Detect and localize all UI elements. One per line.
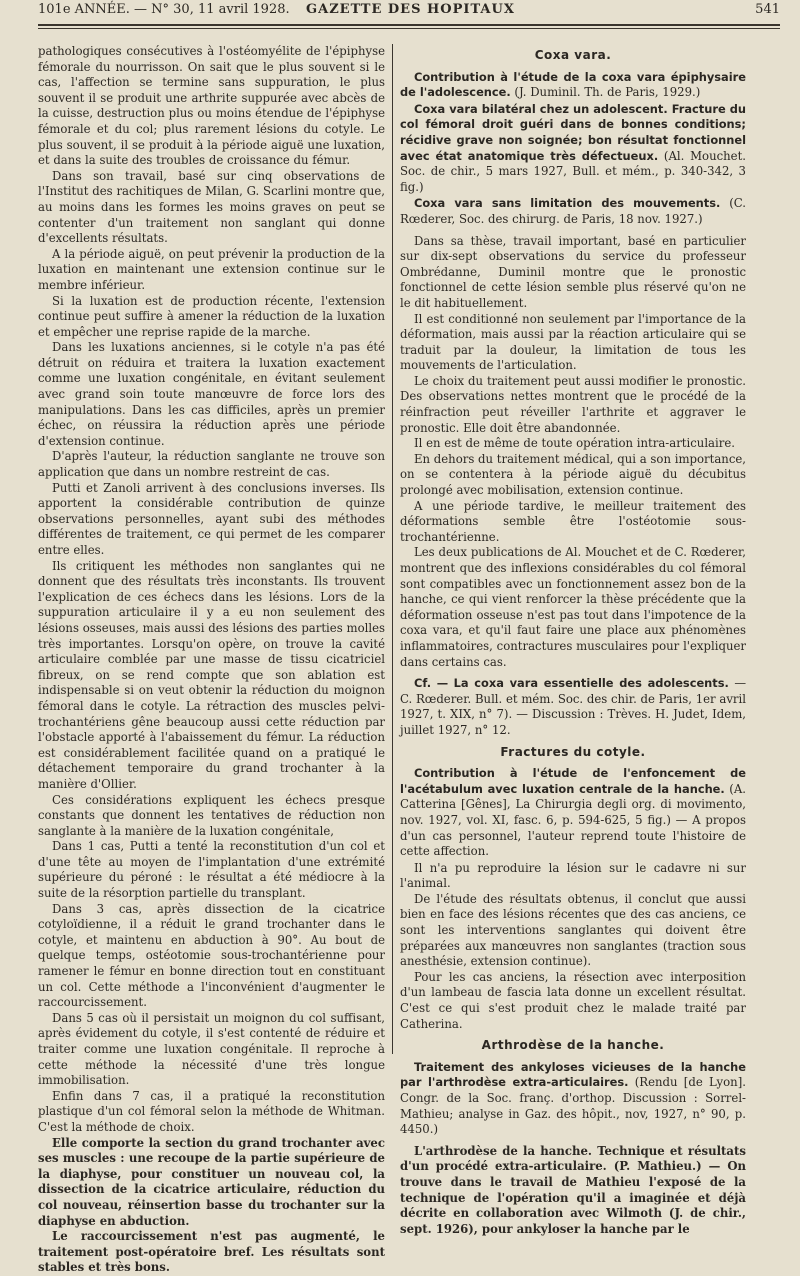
paragraph: Il en est de même de toute opération intra-articulaire. [414, 436, 735, 451]
paragraph: Enfin dans 7 cas, il a pratiqué la reconstitution plastique d'un col fémoral selon la méthode de Whitman. C'est la méthode de choix. [38, 1088, 385, 1134]
paragraph: En dehors du traitement médical, qui a son importance, on se contentera à la période aiguë du décubitus prolongé avec mobilisation, extension continue. [400, 451, 746, 498]
paragraph: Le choix du traitement peut aussi modifier le pronostic. Des observations nettes montrent que le procédé de la réinfraction peut réveiller l'arthrite et aggraver le pronostic. Elle doit être abandonnée. [400, 373, 746, 435]
section-heading-fractures: Fractures du cotyle. [500, 744, 646, 759]
right-column [400, 44, 746, 1237]
entry-reference: (J. Duminil. Th. de Paris, 1929.) [514, 85, 701, 100]
bibliography-entry [400, 70, 746, 101]
paragraph: Dans 1 cas, Putti a tenté la reconstitution d'un col et d'une tête au moyen de l'implantation d'une extrémité supérieure du péroné : le résultat a été médiocre à la suite de la résorption partielle du transplant. [38, 839, 385, 901]
section-heading-arthrodese: Arthrodèse de la hanche. [481, 1038, 665, 1053]
paragraph: Il n'a pu reproduire la lésion sur le cadavre ni sur l'animal. [400, 860, 746, 891]
paragraph: Dans son travail, basé sur cinq observations de l'Institut des rachitiques de Milan, G. Scarlini montre que, au moins dans les formes les moins graves on peut se contenter d'un traitement non sanglant qui donne d'excellents résultats. [38, 168, 385, 246]
paragraph: Ces considérations expliquent les échecs presque constants que donnent les tentatives de réduction non sanglante à la manière de la luxation congénitale, [38, 792, 385, 838]
paragraph: Dans les luxations anciennes, si le cotyle n'a pas été détruit on réduira et traitera la luxation exactement comme une luxation congénitale, en évitant seulement avec grand soin toute manœuvre de force lors des manipulations. Dans les cas difficiles, après un premier échec, on réussira la réduction après une période d'extension continue. [38, 340, 385, 448]
paragraph: Il est conditionné non seulement par l'importance de la déformation, mais aussi par la réaction articulaire qui se traduit par la douleur, la limitation de tous les mouvements de l'articulation. [400, 311, 746, 373]
entry-title: Contribution à l'étude de l'enfoncement de l'acétabulum avec luxation centrale de la hanche. [400, 766, 746, 796]
cf-extra: H. Judet, Idem, juillet 1927, n° 12. [400, 707, 746, 737]
issue-line: 101e ANNÉE. — N° 30, 11 avril 1928. [38, 2, 290, 17]
bibliography-entry [400, 766, 746, 860]
paragraph: Le raccourcissement n'est pas augmenté, le traitement post-opératoire bref. Les résultats sont stables et très bons. [38, 1229, 385, 1275]
column-divider [392, 44, 393, 1054]
entry-title: Contribution à l'étude de la coxa vara épiphysaire de l'adolescence. [400, 69, 746, 100]
header-rule [38, 24, 780, 26]
paragraph: Pour les cas anciens, la résection avec interposition d'un lambeau de fascia lata donne un excellent résultat. C'est ce qui s'est produit chez le malade traité par Catherina. [400, 969, 746, 1031]
paragraph: Dans 3 cas, après dissection de la cicatrice cotyloïdienne, il a réduit le grand trochanter dans le cotyle, et maintenu en abduction à 90°. Au bout de quelque temps, ostéotomie sous-trochantérienne pour ramener le fémur en bonne direction tout en constituant un col. Cette méthode a l'inconvénient d'augmenter le raccourcissement. [38, 901, 385, 1010]
paragraph: pathologiques consécutives à l'ostéomyélite de l'épiphyse fémorale du nourrisson. On sait que le plus souvent si le cas, l'affection se termine sans suppuration, le plus souvent il se produit une arthrite suppurée avec abcès de la cuisse, destruction plus ou moins étendue de l'épiphyse fémorale et du col; plus rarement lésions du cotyle. Le plus souvent, il se produit à la période aiguë une luxation, et dans la suite des troubles de croissance du fémur. [38, 44, 385, 168]
entry-reference: (C. Rœderer, Soc. des chirurg. de Paris, 18 nov. 1927.) [400, 196, 747, 226]
cf-prefix: Cf. — [414, 676, 449, 691]
left-column [38, 44, 385, 1276]
entry-reference: (Al. Mouchet. Soc. de chir., 5 mars 1927, Bull. et mém., p. 340-342, 3 fig.) [400, 148, 746, 194]
entry-title: Traitement des ankyloses vicieuses de la hanche par l'arthrodèse extra-articulaires. [400, 1059, 746, 1090]
entry-title: Coxa vara bilatéral chez un adolescent. Fracture du col fémoral droit guéri dans de bonnes conditions; récidive grave non soignée; bon résultat fonctionnel avec état anatomique très défectueux. [400, 101, 746, 163]
cf-reference: — C. Rœderer. Bull. et mém. Soc. des chir. de Paris, 1er avril 1927, t. XIX, n° 7). — Discussion : Trèves. [400, 676, 747, 722]
page-header [38, 0, 780, 24]
paragraph: Les deux publications de Al. Mouchet et de C. Rœderer, montrent que des inflexions considérables du col fémoral sont compatibles avec un fonctionnement assez bon de la hanche, ce qui vient renforcer la thèse précédente que la déformation osseuse n'est pas tout dans l'impotence de la coxa vara, et qu'il faut faire une place aux phénomènes inflammatoires, contractures musculaires pour l'expliquer dans certains cas. [400, 545, 746, 669]
paragraph: A la période aiguë, on peut prévenir la production de la luxation en maintenant une extension continue sur le membre inférieur. [38, 246, 385, 292]
section-heading-coxa-vara: Coxa vara. [534, 48, 612, 62]
paragraph: D'après l'auteur, la réduction sanglante ne trouve son application que dans un nombre restreint de cas. [38, 449, 385, 480]
paragraph: L'arthrodèse de la hanche. Technique et résultats d'un procédé extra-articulaire. (P. Mathieu.) — On trouve dans le travail de Mathieu l'exposé de la technique de l'opération qu'il a imaginée et déjà décrite en collaboration avec Wilmoth (J. de chir., sept. 1926), pour ankyloser la hanche par le [400, 1143, 746, 1236]
paragraph: Elle comporte la section du grand trochanter avec ses muscles : une recoupe de la partie supérieure de la diaphyse, pour constituer un nouveau col, la dissection de la cicatrice articulaire, réduction du col nouveau, réinsertion basse du trochanter sur la diaphyse en abduction. [38, 1135, 385, 1228]
paragraph: Dans 5 cas où il persistait un moignon du col suffisant, après évidement du cotyle, il s'est contenté de réduire et traiter comme une luxation congénitale. Il reproche à cette méthode la nécessité d'une très longue immobilisation. [38, 1010, 385, 1088]
cf-entry [400, 676, 746, 738]
page-number: 541 [755, 2, 780, 17]
entry-reference: (Rendu [de Lyon]. Congr. de la Soc. franç. d'orthop. Discussion : Sorrel-Mathieu; analyse in Gaz. des hôpit., nov, 1927, n° 90, p. 4450.) [400, 1075, 746, 1137]
paragraph: Si la luxation est de production récente, l'extension continue peut suffire à amener la réduction de la luxation et empêcher une reprise rapide de la marche. [38, 293, 385, 339]
paragraph: Dans sa thèse, travail important, basé en particulier sur dix-sept observations du service du professeur Ombrédanne, Duminil montre que le pronostic fonctionnel de cette lésion semble plus réservé qu'on ne le dit habituellement. [400, 233, 746, 310]
cf-title: La coxa vara essentielle des adolescents. [453, 676, 729, 691]
paragraph: A une période tardive, le meilleur traitement des déformations semble être l'ostéotomie sous-trochantérienne. [400, 498, 746, 544]
header-rule-thin [38, 28, 780, 29]
journal-title: GAZETTE DES HOPITAUX [306, 2, 515, 17]
entry-reference: (A. Catterina [Gênes], La Chirurgia degli org. di movimento, nov. 1927, vol. XI, fasc. 6, p. 594-625, 5 fig.) — A propos d'un cas personnel, l'auteur reprend toute l'histoire de cette affection. [400, 781, 746, 859]
paragraph: Ils critiquent les méthodes non sanglantes qui ne donnent que des résultats très inconstants. Ils trouvent l'explication de ces échecs dans les lésions. Lors de la suppuration articulaire il y a eu non seulement des lésions osseuses, mais aussi des lésions des parties molles très importantes. Lorsqu'on opère, on trouve la cavité articulaire comblée par une masse de tissu cicatriciel fibreux, on se rend compte que son ablation est indispensable si on veut obtenir la réduction du moignon fémoral dans le cotyle. La rétraction des muscles pelvi-trochantériens gêne beaucoup aussi cette réduction par l'obstacle apporté à l'abaissement du fémur. La réduction est considérablement facilitée quand on a pratiqué le détachement temporaire du grand trochanter à la manière d'Ollier. [38, 558, 385, 791]
paragraph: De l'étude des résultats obtenus, il conclut que aussi bien en face des lésions récentes que des cas anciens, ce sont les interventions sanglantes qui doivent être préparées aux manœuvres non sanglantes (traction sous anesthésie, extension continue). [400, 891, 746, 969]
bibliography-entry [400, 196, 746, 227]
entry-title: Coxa vara sans limitation des mouvements. [414, 196, 721, 211]
bibliography-entry [400, 1060, 746, 1138]
paragraph: Putti et Zanoli arrivent à des conclusions inverses. Ils apportent la considérable contribution de quinze observations personnelles, ayant subi des méthodes différentes de traitement, ce qui permet de les comparer entre elles. [38, 480, 385, 557]
bibliography-entry [400, 102, 746, 196]
